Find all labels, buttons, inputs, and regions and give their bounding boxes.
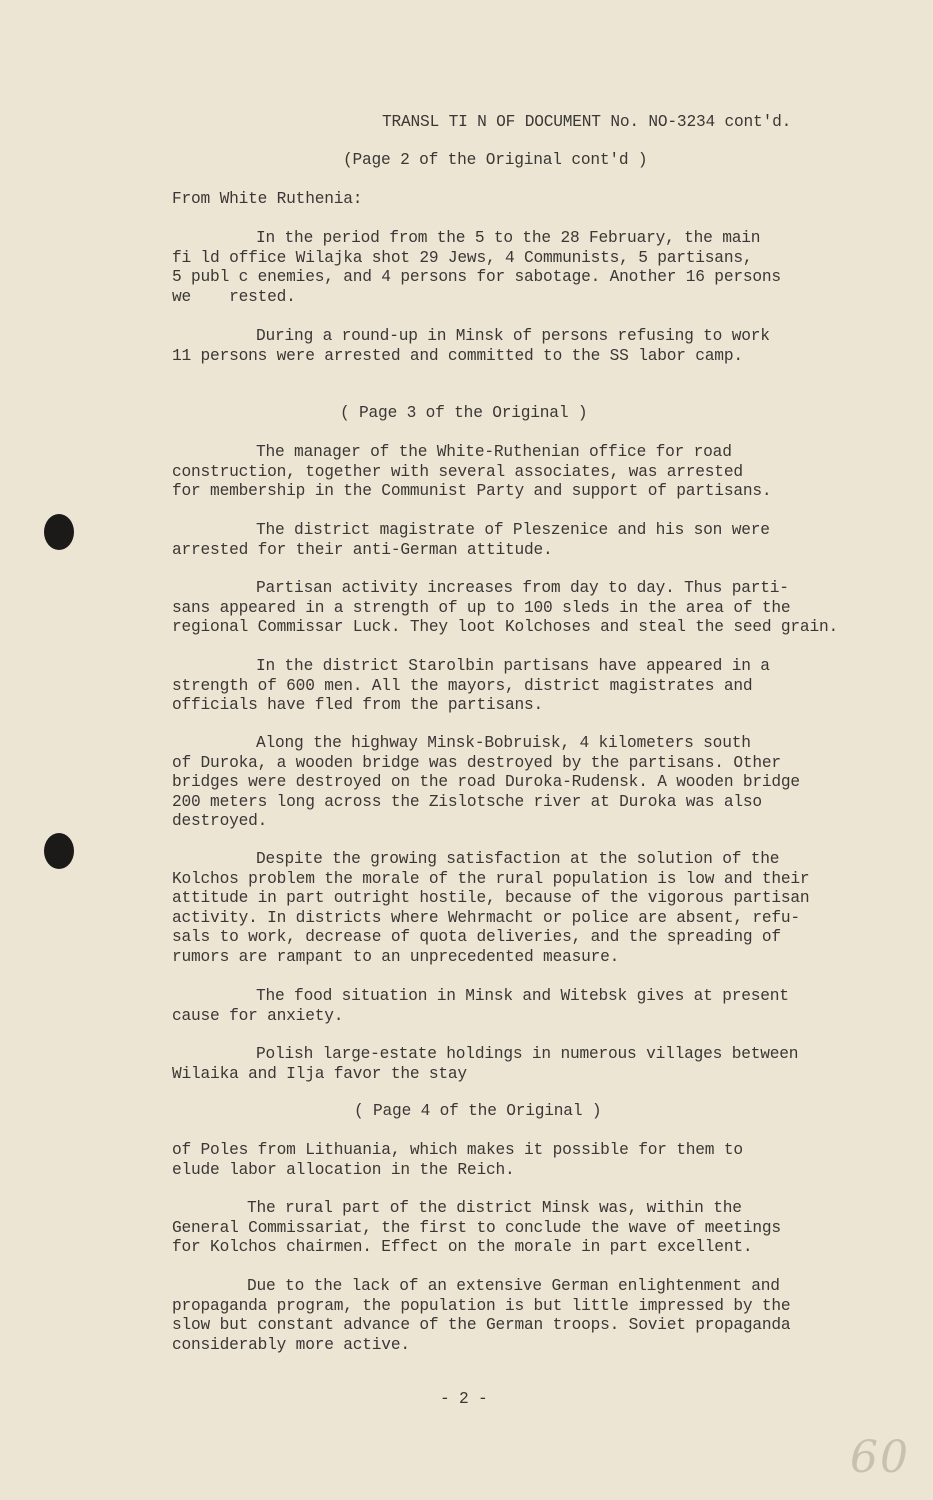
paragraph-line: sans appeared in a strength of up to 100 sleds in the area of the xyxy=(172,598,791,617)
paragraph-line: strength of 600 men. All the mayors, district magistrates and xyxy=(172,676,753,695)
paragraph-line: During a round-up in Minsk of persons refusing to work xyxy=(256,327,770,345)
paragraph-line: considerably more active. xyxy=(172,1335,410,1354)
paragraph-line: The rural part of the district Minsk was, within the xyxy=(247,1199,742,1217)
paragraph-line: of Duroka, a wooden bridge was destroyed by the partisans. Other xyxy=(172,753,781,772)
paragraph-line: Polish large-estate holdings in numerous villages between xyxy=(256,1045,799,1063)
page-number: - 2 - xyxy=(440,1390,488,1408)
paragraph-line: Partisan activity increases from day to day. Thus parti- xyxy=(256,579,789,597)
original-page-marker: ( Page 3 of the Original ) xyxy=(340,404,588,422)
paragraph-line: for Kolchos chairmen. Effect on the morale in part excellent. xyxy=(172,1238,753,1256)
paragraph-line: of Poles from Lithuania, which makes it possible for them to xyxy=(172,1141,743,1159)
paragraph-line: 11 persons were arrested and committed to the SS labor camp. xyxy=(172,346,743,365)
paragraph-line: The food situation in Minsk and Witebsk gives at present xyxy=(256,987,789,1005)
paragraph-line: slow but constant advance of the German troops. Soviet propaganda xyxy=(172,1316,791,1334)
paragraph-line: Despite the growing satisfaction at the solution of the xyxy=(256,850,780,868)
paragraph-line: attitude in part outright hostile, because of the vigorous partisan xyxy=(172,889,810,907)
paragraph-line: In the period from the 5 to the 28 February, the main xyxy=(256,229,761,247)
paragraph-line: construction, together with several associates, was arrested xyxy=(172,462,743,481)
paragraph-line: activity. In districts where Wehrmacht or police are absent, refu- xyxy=(172,908,800,927)
paragraph-line: for membership in the Communist Party and support of partisans. xyxy=(172,482,772,500)
paragraph-line: elude labor allocation in the Reich. xyxy=(172,1160,515,1179)
paragraph-line: In the district Starolbin partisans have appeared in a xyxy=(256,657,770,675)
paragraph-line: General Commissariat, the first to conclude the wave of meetings xyxy=(172,1218,781,1237)
paragraph-line: 5 publ c enemies, and 4 persons for sabotage. Another 16 persons xyxy=(172,268,781,286)
paragraph-line: regional Commissar Luck. They loot Kolchoses and steal the seed grain. xyxy=(172,618,838,636)
paragraph-line: propaganda program, the population is but little impressed by the xyxy=(172,1296,791,1315)
paragraph-line: fi ld office Wilajka shot 29 Jews, 4 Communists, 5 partisans, xyxy=(172,248,753,267)
original-page-marker: (Page 2 of the Original cont'd ) xyxy=(343,151,648,169)
handwritten-page-mark: 60 xyxy=(850,1432,910,1483)
paragraph-line: officials have fled from the partisans. xyxy=(172,696,544,714)
paragraph-line: Along the highway Minsk-Bobruisk, 4 kilometers south xyxy=(256,734,751,752)
paragraph-line: rumors are rampant to an unprecedented measure. xyxy=(172,947,620,966)
paragraph-line: cause for anxiety. xyxy=(172,1006,344,1025)
paragraph-line: Due to the lack of an extensive German enlightenment and xyxy=(247,1277,780,1295)
punch-hole-bottom xyxy=(44,833,74,869)
paragraph-line: destroyed. xyxy=(172,812,268,830)
paragraph-line: The district magistrate of Pleszenice and his son were xyxy=(256,521,770,539)
paragraph-line: The manager of the White-Ruthenian office for road xyxy=(256,443,732,461)
paragraph-line: 200 meters long across the Zislotsche river at Duroka was also xyxy=(172,792,762,811)
paragraph-line: sals to work, decrease of quota deliveries, and the spreading of xyxy=(172,928,781,946)
paragraph-line: Wilaika and Ilja favor the stay xyxy=(172,1064,467,1083)
paragraph-line: Kolchos problem the morale of the rural population is low and their xyxy=(172,869,810,888)
paragraph-line: we rested. xyxy=(172,287,296,306)
punch-hole-top xyxy=(44,514,74,550)
original-page-marker: ( Page 4 of the Original ) xyxy=(354,1102,602,1120)
paragraph-line: From White Ruthenia: xyxy=(172,190,363,208)
document-header: TRANSL TI N OF DOCUMENT No. NO-3234 cont'd. xyxy=(382,113,792,131)
paragraph-line: arrested for their anti-German attitude. xyxy=(172,540,553,559)
paragraph-line: bridges were destroyed on the road Duroka-Rudensk. A wooden bridge xyxy=(172,773,800,791)
